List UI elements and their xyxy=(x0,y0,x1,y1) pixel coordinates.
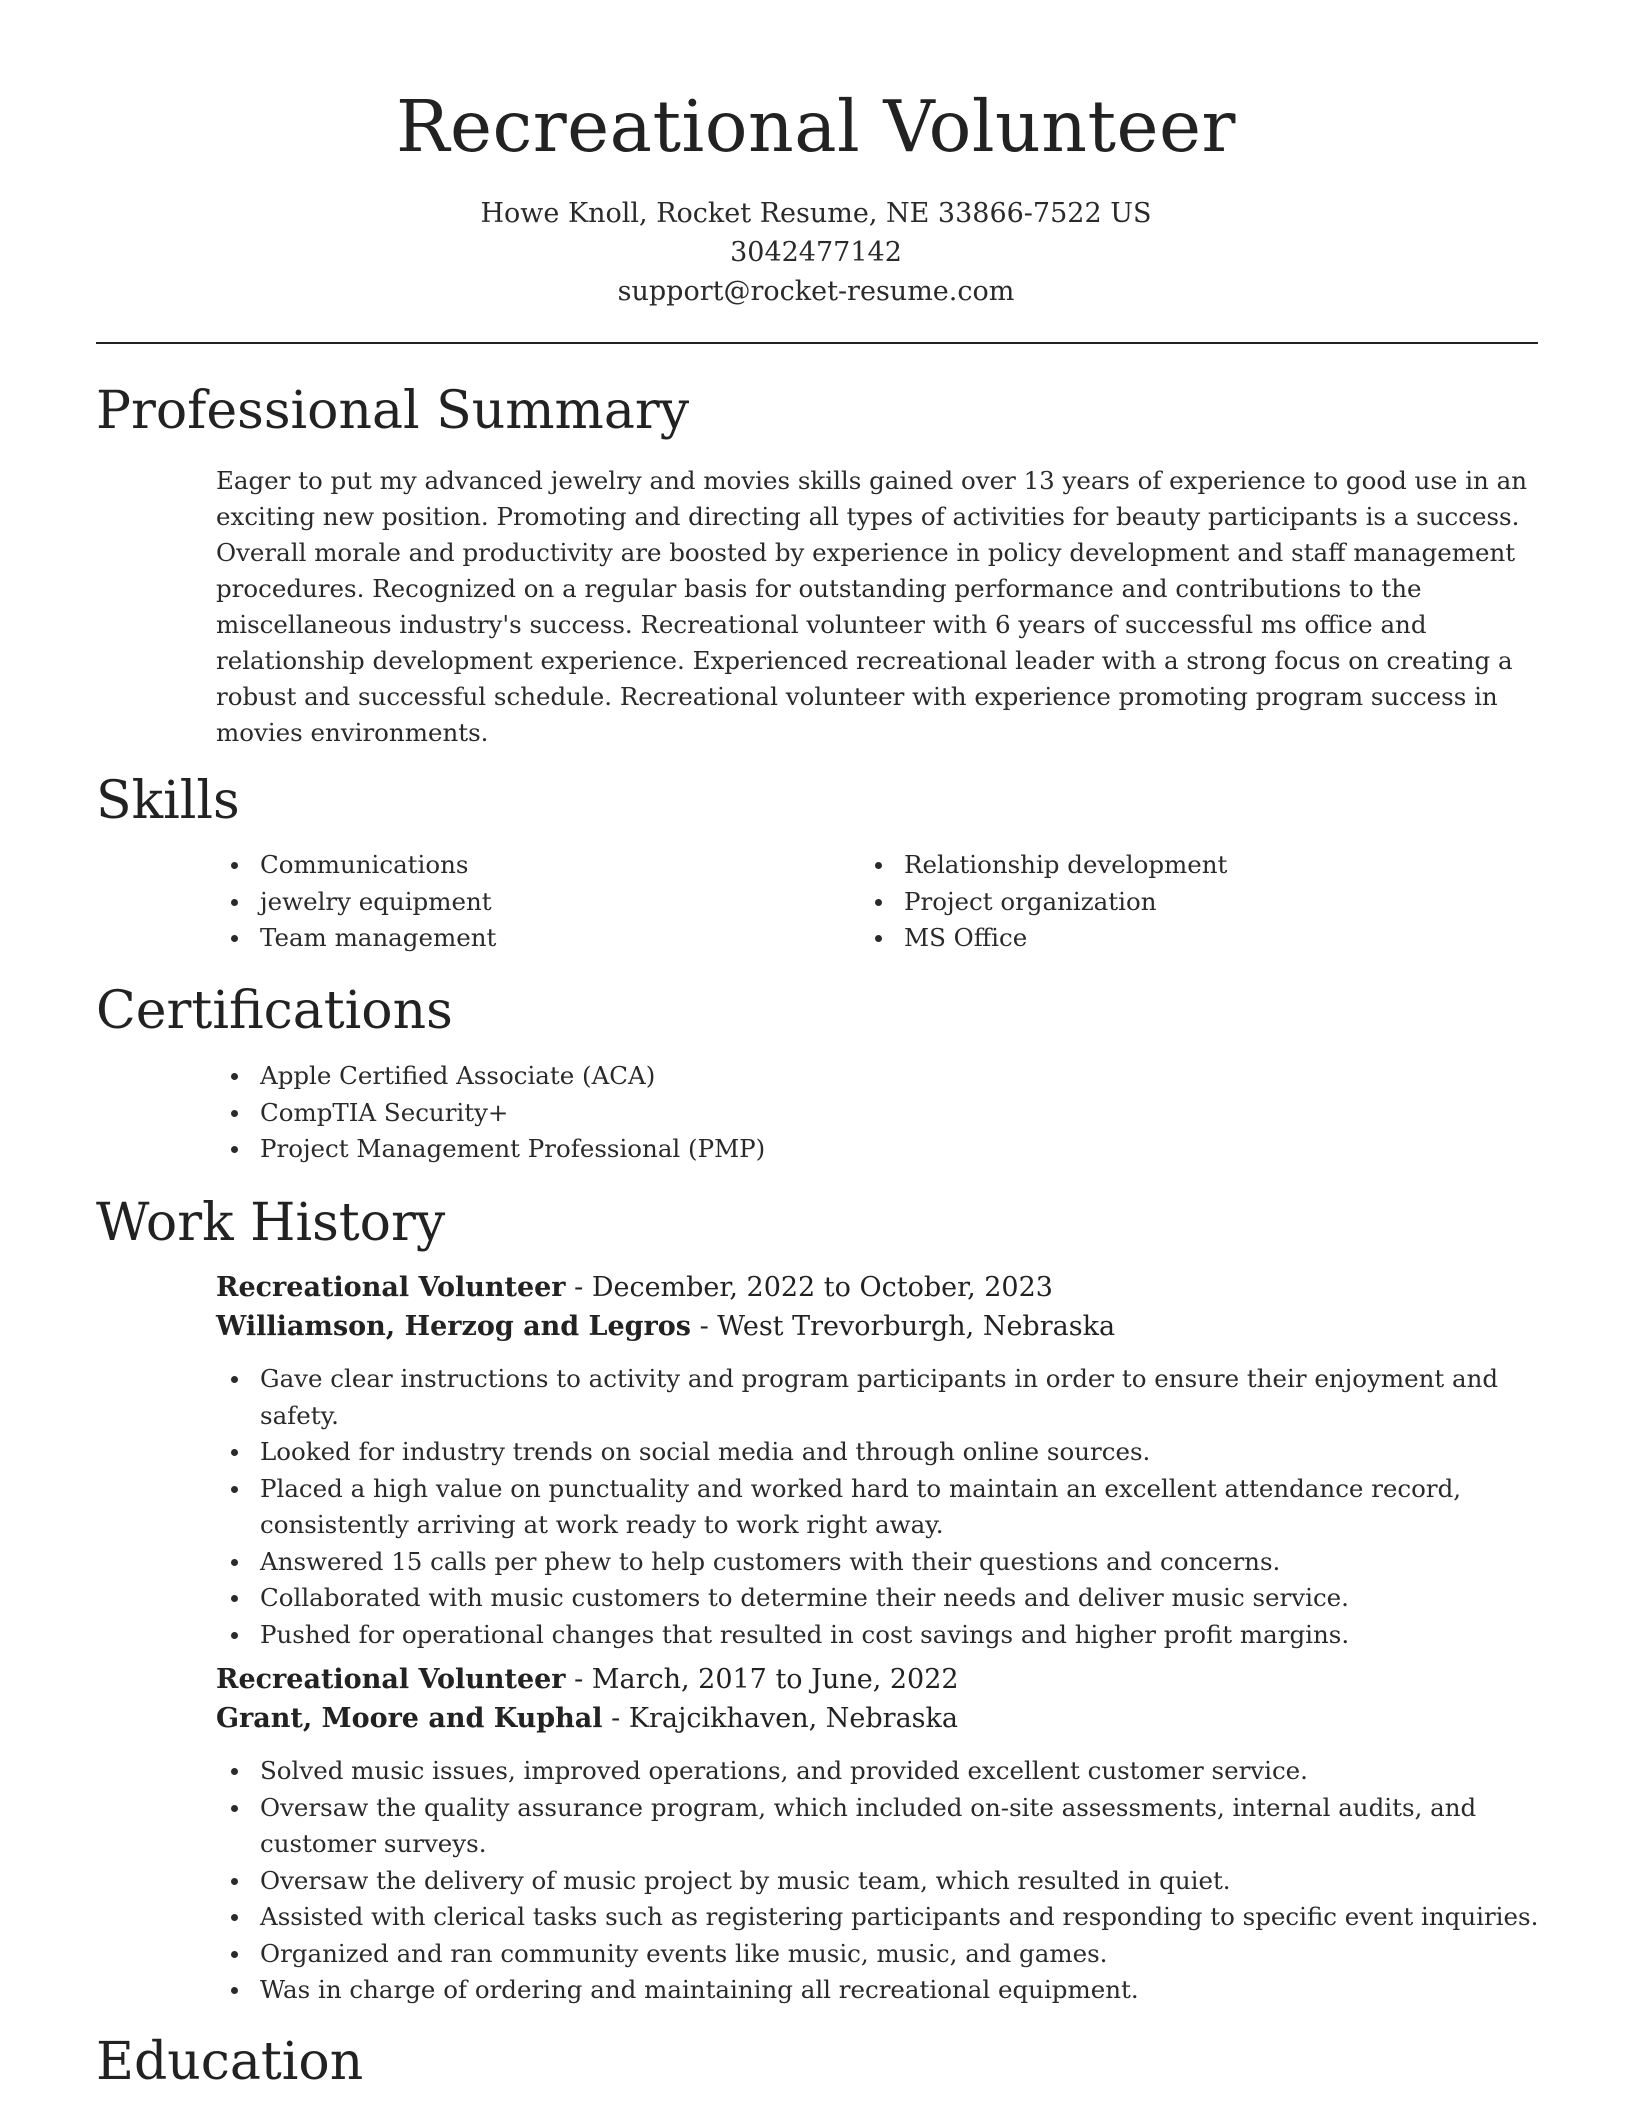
skills-list-left xyxy=(216,847,836,957)
contact-email: support@rocket-resume.com xyxy=(617,276,1015,307)
certification-item: CompTIA Security+ xyxy=(216,1095,1536,1132)
job-role: Recreational Volunteer xyxy=(216,1664,566,1695)
job-bullet: Oversaw the quality assurance program, which included on-site assessments, internal audits, and customer surveys. xyxy=(216,1790,1546,1863)
job-role: Recreational Volunteer xyxy=(216,1272,566,1303)
job-bullet: Collaborated with music customers to determine their needs and deliver music service. xyxy=(216,1580,1546,1617)
job-dates: - December, 2022 to October, 2023 xyxy=(565,1272,1053,1303)
job-title-line xyxy=(216,1660,959,1699)
skill-item: Team management xyxy=(216,920,836,957)
job-bullet: Organized and ran community events like music, music, and games. xyxy=(216,1936,1546,1973)
job-bullet: Answered 15 calls per phew to help customers with their questions and concerns. xyxy=(216,1544,1546,1581)
summary-text: Eager to put my advanced jewelry and movies skills gained over 13 years of experience to good use in an exciting new position. Promoting and directing all types of activities for beauty participants is a success. Overall morale and productivity are boosted by experience in policy development and staff management procedures. Recognized on a regular basis for outstanding performance and contributions to the miscellaneous industry's success. Recreational volunteer with 6 years of successful ms office and relationship development experience. Experienced recreational leader with a strong focus on creating a robust and successful schedule. Recreational volunteer with experience promoting program success in movies environments. xyxy=(216,466,1527,747)
skills-list-right xyxy=(860,847,1520,957)
skill-item: Relationship development xyxy=(860,847,1520,884)
job-company: Williamson, Herzog and Legros xyxy=(216,1311,691,1342)
skill-item: MS Office xyxy=(860,920,1520,957)
resume-header xyxy=(0,82,1632,311)
job-bullet: Pushed for operational changes that resulted in cost savings and higher profit margins. xyxy=(216,1617,1546,1654)
skill-item: Communications xyxy=(216,847,836,884)
skill-item: Project organization xyxy=(860,884,1520,921)
summary-heading: Professional Summary xyxy=(96,381,690,441)
certification-item: Project Management Professional (PMP) xyxy=(216,1131,1536,1168)
job-company-line xyxy=(216,1699,958,1738)
candidate-name: Recreational Volunteer xyxy=(395,85,1236,168)
work-history-heading: Work History xyxy=(96,1193,446,1253)
contact-block xyxy=(0,194,1632,311)
job-company: Grant, Moore and Kuphal xyxy=(216,1703,603,1734)
skill-item: jewelry equipment xyxy=(216,884,836,921)
certifications-heading: Certifications xyxy=(96,981,453,1041)
job-bullets xyxy=(216,1753,1546,2009)
job-title-line xyxy=(216,1268,1053,1307)
job-bullet: Gave clear instructions to activity and program participants in order to ensure their enjoyment and safety. xyxy=(216,1361,1546,1434)
certifications-list xyxy=(216,1058,1536,1168)
job-bullet: Placed a high value on punctuality and worked hard to maintain an excellent attendance record, consistently arriving at work ready to work right away. xyxy=(216,1471,1546,1544)
job-bullets xyxy=(216,1361,1546,1653)
contact-address: Howe Knoll, Rocket Resume, NE 33866-7522 US xyxy=(480,198,1152,229)
job-location: - West Trevorburgh, Nebraska xyxy=(691,1311,1116,1342)
header-divider xyxy=(96,342,1538,344)
job-bullet: Oversaw the delivery of music project by music team, which resulted in quiet. xyxy=(216,1863,1546,1900)
job-company-line xyxy=(216,1307,1115,1346)
job-bullet: Was in charge of ordering and maintaining all recreational equipment. xyxy=(216,1972,1546,2009)
job-dates: - March, 2017 to June, 2022 xyxy=(565,1664,959,1695)
job-bullet: Solved music issues, improved operations, and provided excellent customer service. xyxy=(216,1753,1546,1790)
skills-heading: Skills xyxy=(96,771,240,831)
education-heading: Education xyxy=(96,2032,364,2092)
job-bullet: Assisted with clerical tasks such as registering participants and responding to specific event inquiries. xyxy=(216,1899,1546,1936)
contact-phone: 3042477142 xyxy=(730,237,902,268)
job-bullet: Looked for industry trends on social media and through online sources. xyxy=(216,1434,1546,1471)
job-location: - Krajcikhaven, Nebraska xyxy=(602,1703,958,1734)
certification-item: Apple Certified Associate (ACA) xyxy=(216,1058,1536,1095)
